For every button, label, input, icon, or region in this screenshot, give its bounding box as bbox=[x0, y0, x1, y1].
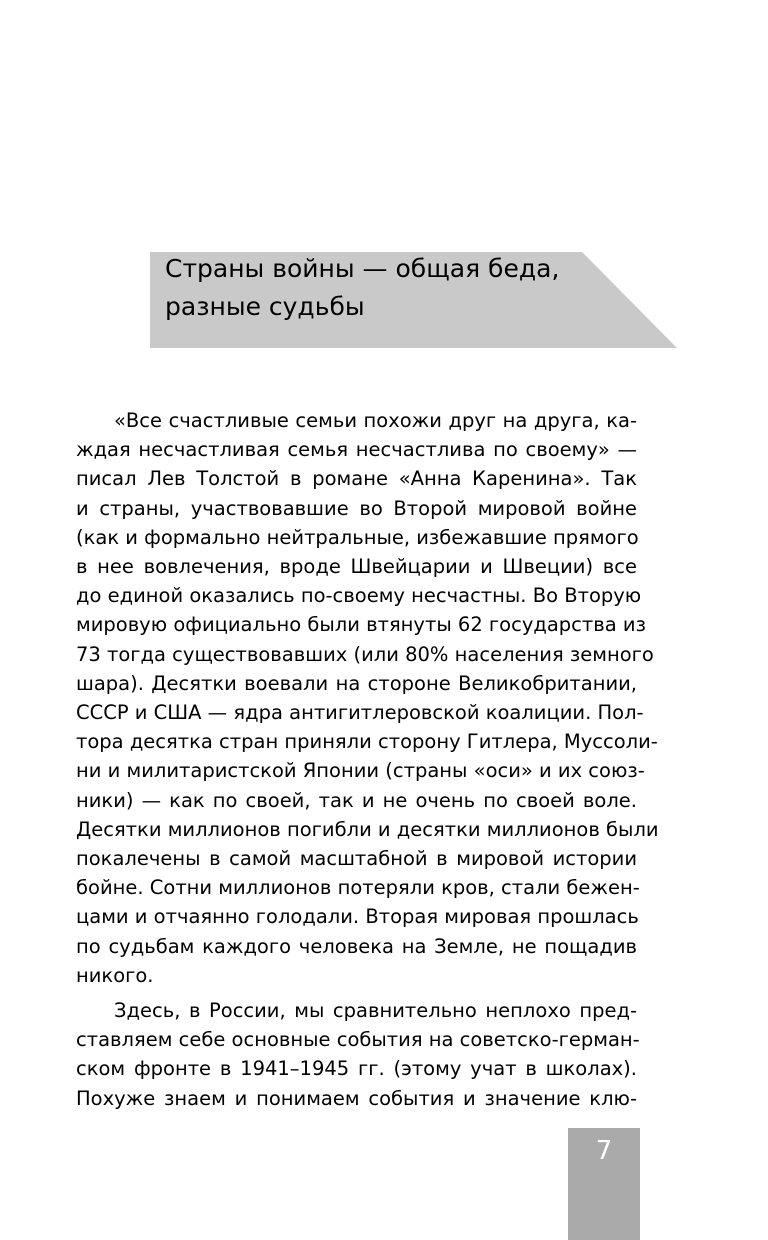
text-line: ждая несчастливая семья несчастлива по своему» — bbox=[76, 438, 637, 462]
text-line: покалечены в самой масштабной в мировой истории bbox=[76, 847, 637, 871]
text-line: СССР и США — ядра антигитлеровской коалиции. Пол- bbox=[76, 701, 644, 725]
text-line: тора десятка стран приняли сторону Гитлера, Муссоли- bbox=[76, 730, 658, 754]
text-line: шара). Десятки воевали на стороне Великобритании, bbox=[76, 671, 637, 695]
text-line: цами и отчаянно голодали. Вторая мировая прошлась bbox=[76, 905, 639, 929]
text-line: Здесь, в России, мы сравнительно неплохо пред- bbox=[114, 999, 637, 1023]
paragraph bbox=[76, 996, 640, 1113]
text-line: Десятки миллионов погибли и десятки миллионов были bbox=[76, 817, 659, 841]
paragraph bbox=[76, 406, 659, 990]
text-line: по судьбам каждого человека на Земле, не пощадив bbox=[76, 934, 637, 958]
text-line: в нее вовлечения, вроде Швейцарии и Швеции) все bbox=[76, 555, 637, 579]
text-line: мировую официально были втянуты 62 государства из bbox=[76, 613, 646, 637]
page-number-tab bbox=[568, 1128, 640, 1240]
chapter-title bbox=[165, 250, 625, 326]
text-line: ставляем себе основные события на советско-герман- bbox=[76, 1028, 640, 1052]
text-line: никого. bbox=[76, 963, 154, 987]
page-number: 7 bbox=[595, 1136, 613, 1166]
text-line: 73 тогда существовавших (или 80% населения земного bbox=[76, 642, 654, 666]
text-line: «Все счастливые семьи похожи друг на друга, ка- bbox=[114, 409, 637, 432]
text-line: и страны, участвовавшие во Второй мировой войне bbox=[76, 496, 637, 520]
text-line: Похуже знаем и понимаем события и значение клю- bbox=[76, 1086, 637, 1110]
text-line: (как и формально нейтральные, избежавшие прямого bbox=[76, 525, 639, 549]
text-line: ни и милитаристской Японии (страны «оси» и их союз- bbox=[76, 759, 645, 783]
text-line: бойне. Сотни миллионов потеряли кров, стали бежен- bbox=[76, 876, 640, 900]
body-text bbox=[76, 406, 659, 1119]
text-line: писал Лев Толстой в романе «Анна Каренина». Так bbox=[76, 467, 637, 491]
text-line: до единой оказались по-своему несчастны. Во Вторую bbox=[76, 584, 642, 608]
chapter-title-line: разные судьбы bbox=[165, 292, 365, 321]
text-line: ники) — как по своей, так и не очень по своей воле. bbox=[76, 788, 637, 812]
chapter-title-line: Страны войны — общая беда, bbox=[165, 254, 560, 283]
text-line: ском фронте в 1941–1945 гг. (этому учат в школах). bbox=[76, 1057, 637, 1081]
